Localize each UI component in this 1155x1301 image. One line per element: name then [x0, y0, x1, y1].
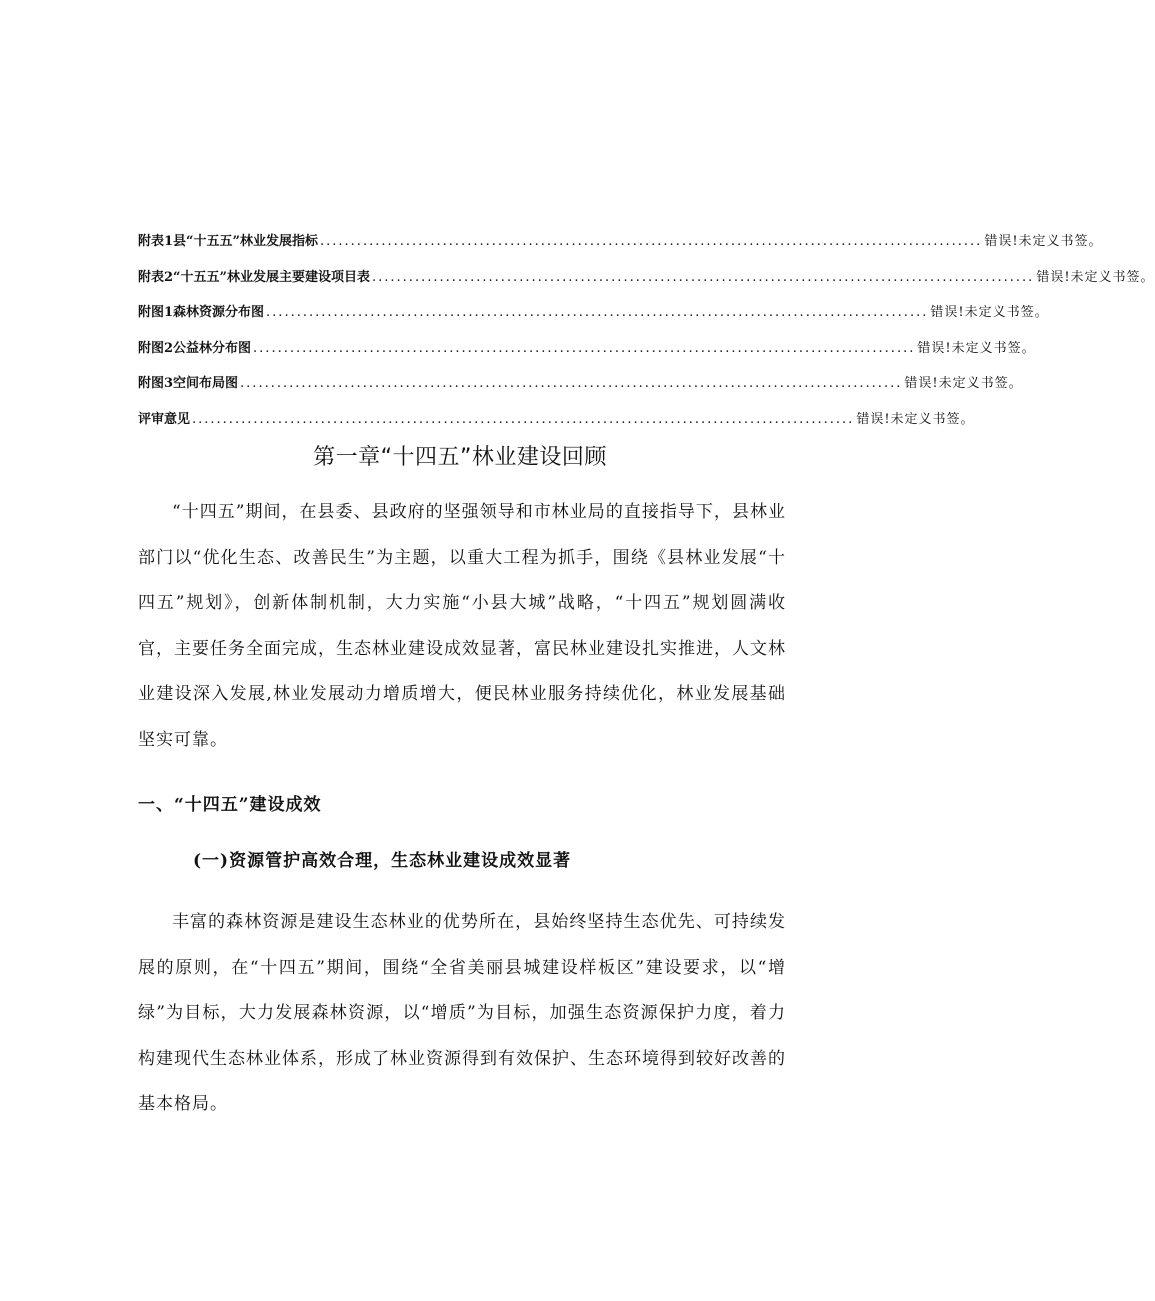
table-of-contents [138, 230, 1155, 444]
toc-entry-title: 附图2公益林分布图 [138, 340, 252, 356]
toc-entry[interactable] [138, 337, 1036, 373]
toc-leader-dots: ............................................................................................................ [253, 340, 916, 356]
toc-entry-title: 评审意见 [138, 411, 191, 427]
toc-entry[interactable] [138, 301, 1049, 337]
toc-entry-title: 附表2“十五五”林业发展主要建设项目表 [138, 269, 371, 285]
toc-entry-page: 错误!未定义书签。 [904, 376, 1023, 392]
toc-entry-page: 错误!未定义书签。 [1036, 269, 1155, 285]
toc-entry-page: 错误!未定义书签。 [984, 234, 1103, 249]
toc-entry-title: 附表1县“十五五”林业发展指标 [138, 234, 319, 249]
toc-entry-page: 错误!未定义书签。 [856, 411, 975, 427]
toc-entry[interactable] [138, 266, 1155, 302]
toc-leader-dots: ............................................................................................................ [320, 234, 983, 249]
toc-entry[interactable] [138, 408, 975, 444]
toc-leader-dots: ............................................................................................................ [372, 269, 1035, 285]
toc-entry-title: 附图3空间布局图 [138, 376, 239, 392]
toc-entry-page: 错误!未定义书签。 [917, 340, 1036, 356]
toc-entry[interactable] [138, 230, 1103, 266]
chapter-intro-paragraph: “十四五”期间，在县委、县政府的坚强领导和市林业局的直接指导下，县林业部门以“优化生态、改善民生”为主题，以重大工程为抓手，围绕《县林业发展“十四五”规划》，创新体制机制，大力实施“小县大城”战略，“十四五”规划圆满收官，主要任务全面完成，生态林业建设成效显著，富民林业建设扎实推进，人文林业建设深入发展,林业发展动力增质增大，便民林业服务持续优化，林业发展基础坚实可靠。 [138, 502, 787, 750]
subsection-body-paragraph: 丰富的森林资源是建设生态林业的优势所在，县始终坚持生态优先、可持续发展的原则，在“十四五”期间，围绕“全省美丽县城建设样板区”建设要求，以“增绿”为目标，大力发展森林资源，以“增质”为目标，加强生态资源保护力度，着力构建现代生态林业体系，形成了林业资源得到有效保护、生态环境得到较好改善的基本格局。 [138, 912, 786, 1114]
chapter-title: 第一章“十四五”林业建设回顾 [313, 445, 607, 470]
toc-entry[interactable] [138, 372, 1023, 408]
toc-entry-title: 附图1森林资源分布图 [138, 305, 265, 321]
toc-leader-dots: ............................................................................................................ [192, 411, 855, 427]
toc-leader-dots: ............................................................................................................ [240, 376, 903, 392]
toc-leader-dots: ............................................................................................................ [266, 305, 929, 321]
subsection-heading: (一)资源管护高效合理，生态林业建设成效显著 [193, 851, 572, 871]
toc-entry-page: 错误!未定义书签。 [930, 305, 1049, 321]
section-heading: 一、“十四五”建设成效 [138, 795, 322, 815]
